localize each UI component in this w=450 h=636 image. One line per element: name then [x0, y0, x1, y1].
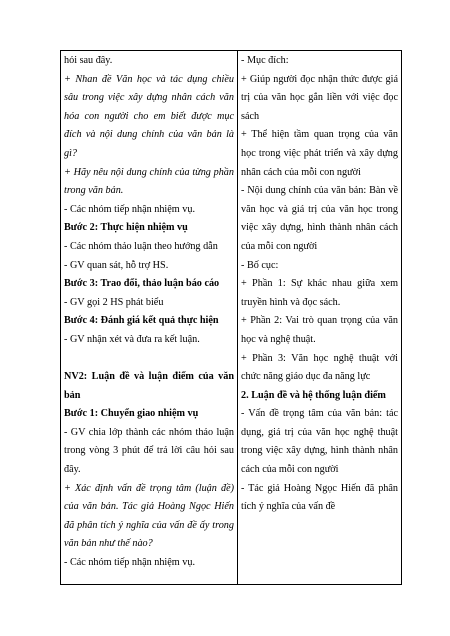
activity-paragraph: - GV quan sát, hỗ trợ HS.: [64, 259, 169, 271]
activity-paragraph: + Nhan đề Văn học và tác dụng chiều sâu trong việc xây dựng nhân cách văn hóa con người cho em biết được mục đích và nội dung chính của văn bản là gì?: [64, 73, 234, 159]
product-column: [238, 51, 402, 585]
product-paragraph: - Mục đích:: [241, 55, 289, 66]
activity-heading: Bước 1: Chuyển giao nhiệm vụ: [64, 408, 199, 420]
activity-paragraph: - GV nhận xét và đưa ra kết luận.: [64, 333, 200, 345]
activity-paragraph: - Các nhóm thảo luận theo hướng dẫn: [64, 240, 218, 252]
activity-paragraph: - Các nhóm tiếp nhận nhiệm vụ.: [64, 557, 195, 569]
activity-paragraph: - GV gọi 2 HS phát biểu: [64, 296, 164, 308]
product-heading: 2. Luận đề và hệ thống luận điểm: [241, 389, 386, 401]
activity-heading: Bước 3: Trao đổi, thảo luận báo cáo: [64, 278, 220, 290]
product-paragraph: - Vấn đề trọng tâm của văn bản: tác dụng, giá trị của văn học nghệ thuật trong việc xây dựng, hình thành nhân cách của mỗi con người: [241, 408, 398, 476]
product-paragraph: + Phần 3: Văn học nghệ thuật với chức năng giáo dục đa năng lực: [241, 352, 398, 383]
activity-paragraph: + Hãy nêu nội dung chính của từng phần trong văn bản.: [64, 166, 234, 197]
activity-paragraph: hỏi sau đây.: [64, 55, 113, 66]
activity-paragraph: + Xác định vấn đề trọng tâm (luận đề) của văn bản. Tác giả Hoàng Ngọc Hiến đã phân tích ý nghĩa của vấn đề ấy trong văn bản như thế nào?: [64, 482, 234, 550]
activity-column: [61, 51, 238, 585]
activity-paragraph: - GV chia lớp thành các nhóm thảo luận trong vòng 3 phút để trả lời câu hỏi sau đây.: [64, 426, 234, 476]
product-paragraph: - Nội dung chính của văn bản: Bàn về văn học và giá trị của văn học trong việc xây dựng, hình thành nhân cách của mỗi con người: [241, 185, 398, 252]
activity-heading: Bước 4: Đánh giá kết quả thực hiện: [64, 315, 219, 327]
product-paragraph: + Phần 1: Sự khác nhau giữa xem truyền hình và đọc sách.: [241, 278, 398, 308]
product-paragraph: - Tác giả Hoàng Ngọc Hiến đã phân tích ý nghĩa của vấn đề: [241, 482, 398, 513]
product-paragraph: - Bố cục:: [241, 259, 279, 271]
activity-heading: NV2: Luận đề và luận điểm của văn bản: [64, 371, 234, 401]
product-paragraph: + Giúp người đọc nhận thức được giá trị của văn học gắn liền với việc đọc sách: [241, 73, 398, 122]
activity-paragraph: - Các nhóm tiếp nhận nhiệm vụ.: [64, 203, 195, 215]
product-paragraph: + Thể hiện tầm quan trọng của văn học trong việc phát triển và xây dựng nhân cách của mỗi con người: [241, 129, 398, 178]
product-paragraph: + Phần 2: Vai trò quan trọng của văn học và nghệ thuật.: [241, 315, 398, 345]
lesson-table: [60, 50, 402, 585]
table-row: [61, 51, 402, 585]
blank-line: [64, 350, 234, 369]
activity-heading: Bước 2: Thực hiện nhiệm vụ: [64, 222, 188, 234]
